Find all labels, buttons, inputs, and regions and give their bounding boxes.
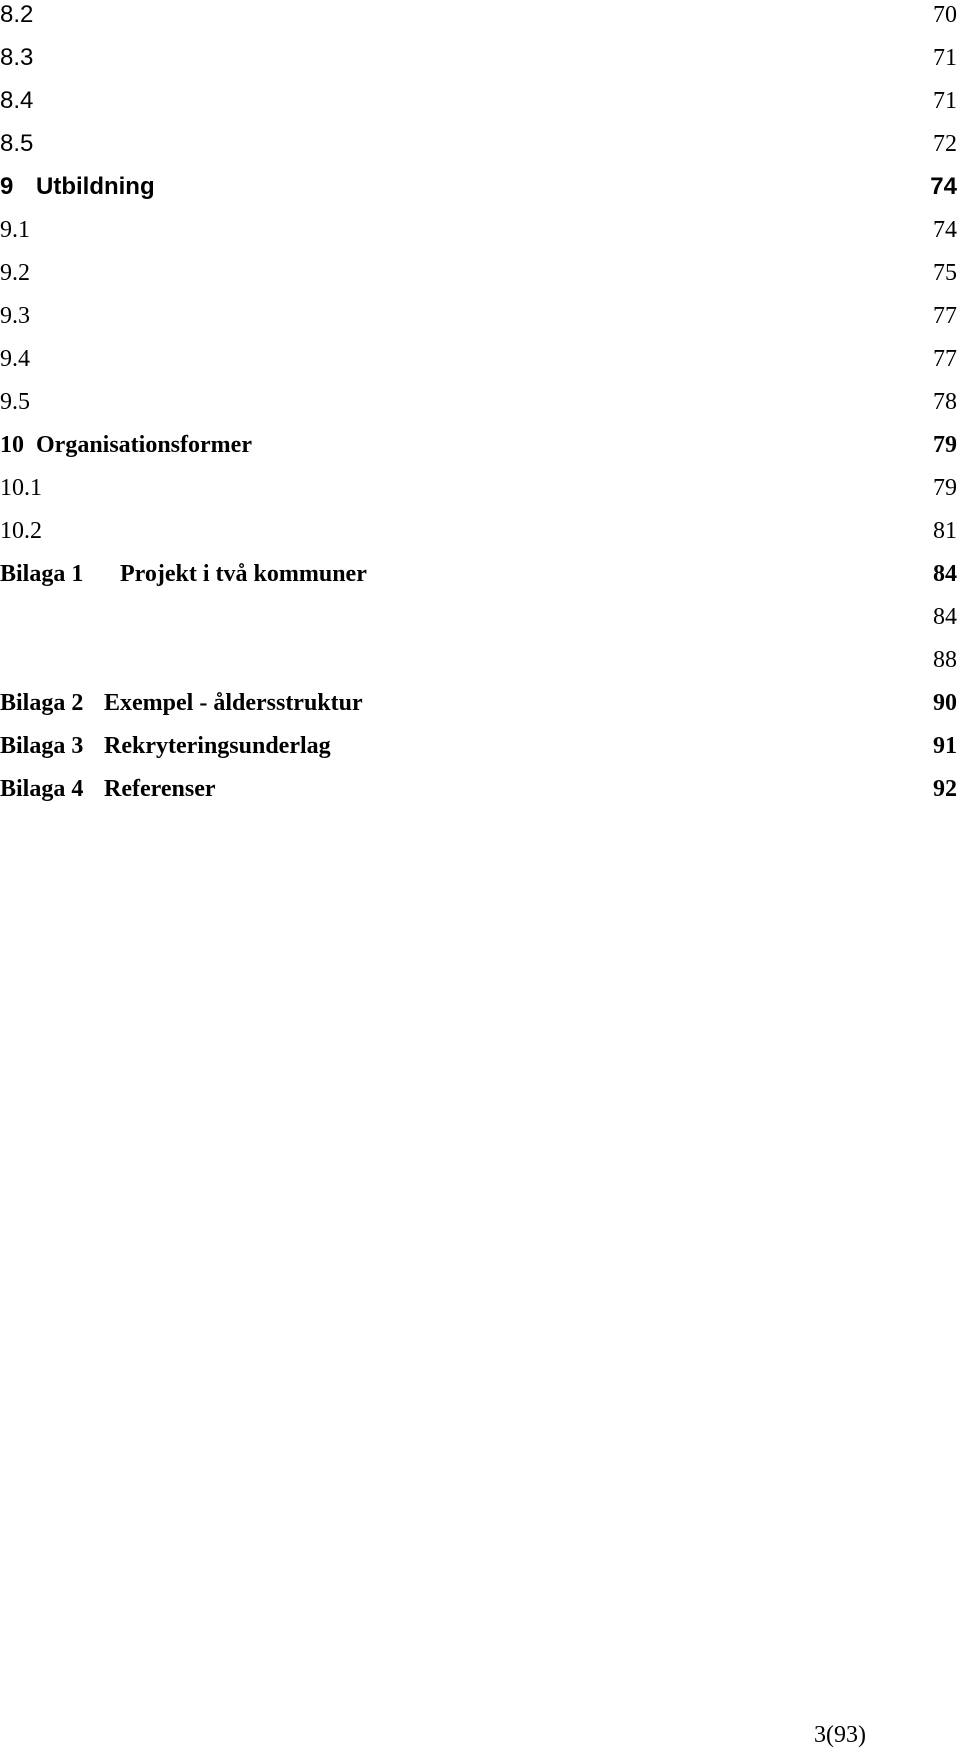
toc-entry-number: 10.2 — [0, 518, 42, 544]
toc-entry[interactable] — [0, 251, 960, 295]
toc-appendix-title: Referenser — [104, 776, 216, 802]
toc-entry[interactable] — [0, 208, 960, 252]
toc-entry[interactable] — [0, 294, 960, 338]
toc-entry-page: 77 — [933, 303, 957, 329]
toc-entry-page: 84 — [933, 604, 957, 630]
toc-appendix-number: Bilaga 3 — [0, 733, 84, 759]
toc-entry-number: 9.4 — [0, 346, 30, 372]
toc-appendix-page: 92 — [933, 776, 957, 802]
toc-entry[interactable] — [0, 36, 960, 80]
toc-entry[interactable] — [0, 79, 960, 123]
toc-appendix[interactable] — [0, 681, 960, 725]
toc-entry[interactable] — [0, 122, 960, 166]
toc-chapter-page: 79 — [933, 432, 957, 458]
toc-appendix-title: Exempel - åldersstruktur — [104, 690, 363, 716]
toc-entry[interactable] — [0, 0, 960, 37]
toc-entry[interactable] — [0, 337, 960, 381]
toc-appendix[interactable] — [0, 724, 960, 768]
toc-entry-number: 9.2 — [0, 260, 30, 286]
toc-entry-number: 8.4 — [0, 87, 34, 114]
toc-entry-number: 9.5 — [0, 389, 30, 415]
toc-entry-page: 77 — [933, 346, 957, 372]
toc-entry-number: 8.5 — [0, 130, 34, 157]
toc-entry[interactable] — [0, 595, 960, 639]
toc-entry-page: 88 — [933, 647, 957, 673]
toc-entry-number: 8.2 — [0, 1, 34, 28]
toc-entry-number: 10.1 — [0, 475, 42, 501]
toc-entry-number: 9.3 — [0, 303, 30, 329]
toc-chapter-number: 10 — [0, 432, 24, 458]
toc-entry[interactable] — [0, 638, 960, 682]
toc-chapter-title: Organisationsformer — [36, 432, 252, 458]
toc-entry-number: 8.3 — [0, 44, 34, 71]
toc-entry[interactable] — [0, 509, 960, 553]
toc-chapter-number: 9 — [0, 173, 14, 200]
toc-entry-page: 70 — [933, 2, 957, 28]
toc-appendix-number: Bilaga 1 — [0, 561, 84, 587]
toc-entry-page: 74 — [933, 217, 957, 243]
toc-appendix-page: 91 — [933, 733, 957, 759]
toc-entry[interactable] — [0, 380, 960, 424]
toc-entry-page: 71 — [933, 45, 957, 71]
toc-chapter[interactable] — [0, 423, 960, 467]
toc-chapter-page: 74 — [930, 173, 957, 200]
toc-appendix[interactable] — [0, 767, 960, 811]
toc-entry[interactable] — [0, 466, 960, 510]
toc-entry-page: 78 — [933, 389, 957, 415]
toc-appendix-number: Bilaga 4 — [0, 776, 84, 802]
toc-entry-number: 9.1 — [0, 217, 30, 243]
toc-appendix-title: Rekryteringsunderlag — [104, 733, 331, 759]
toc-appendix[interactable] — [0, 552, 960, 596]
toc-entry-page: 71 — [933, 88, 957, 114]
toc-appendix-number: Bilaga 2 — [0, 690, 84, 716]
toc-entry-page: 81 — [933, 518, 957, 544]
toc-appendix-page: 90 — [933, 690, 957, 716]
toc-chapter[interactable] — [0, 165, 960, 209]
toc-chapter-title: Utbildning — [36, 173, 155, 200]
toc-appendix-title: Projekt i två kommuner — [120, 561, 367, 587]
toc-entry-page: 72 — [933, 131, 957, 157]
toc-entry-page: 75 — [933, 260, 957, 286]
toc-appendix-page: 84 — [933, 561, 957, 587]
toc-entry-page: 79 — [933, 475, 957, 501]
page-indicator: 3(93) — [814, 1722, 866, 1748]
